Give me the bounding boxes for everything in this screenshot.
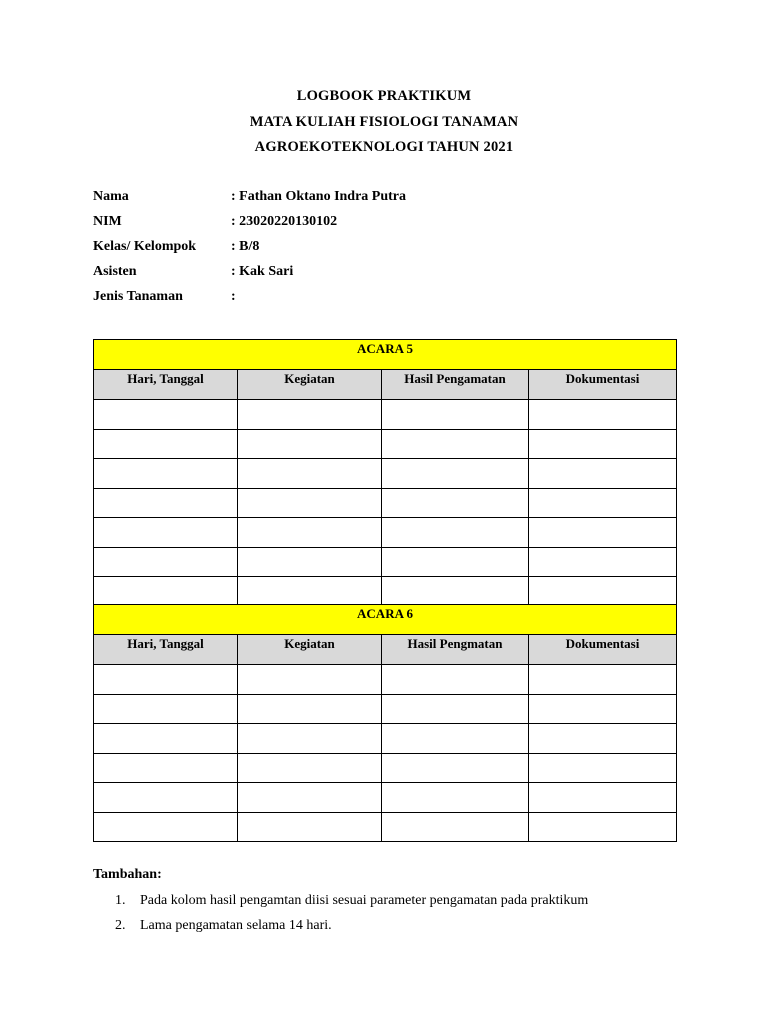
document-header <box>0 86 768 163</box>
table-cell <box>382 724 529 754</box>
list-number: 1. <box>115 893 126 908</box>
table-body <box>94 400 677 607</box>
info-row-jenis-tanaman <box>93 287 406 312</box>
table-cell <box>529 665 677 695</box>
table-row <box>94 488 677 518</box>
acara-5-table <box>93 339 677 607</box>
table-cell <box>382 665 529 695</box>
table-cell <box>238 812 382 842</box>
table-cell <box>382 753 529 783</box>
column-header: Hari, Tanggal <box>94 370 238 400</box>
list-number: 2. <box>115 918 126 933</box>
table-cell <box>94 400 238 430</box>
info-row-asisten <box>93 262 406 287</box>
table-cell <box>382 518 529 548</box>
info-value: : B/8 <box>231 239 260 254</box>
table-row <box>94 459 677 489</box>
table-cell <box>529 724 677 754</box>
table-cell <box>238 459 382 489</box>
table-cell <box>529 753 677 783</box>
table-cell <box>94 459 238 489</box>
acara-6-table <box>93 604 677 842</box>
table-row <box>94 518 677 548</box>
table-cell <box>529 429 677 459</box>
notes-section <box>93 866 588 940</box>
table-cell <box>382 783 529 813</box>
title-line-3: AGROEKOTEKNOLOGI TAHUN 2021 <box>254 139 514 155</box>
table-cell <box>529 577 677 607</box>
acara-title: ACARA 5 <box>94 340 677 370</box>
table-row <box>94 694 677 724</box>
table-cell <box>529 459 677 489</box>
column-header: Dokumentasi <box>529 370 677 400</box>
info-value: : Kak Sari <box>231 264 294 279</box>
table-cell <box>238 694 382 724</box>
table-row <box>94 783 677 813</box>
list-item <box>93 890 588 915</box>
table-title-row <box>94 605 677 635</box>
table-row <box>94 724 677 754</box>
list-text: Pada kolom hasil pengamtan diisi sesuai parameter pengamatan pada praktikum <box>140 893 589 908</box>
table-cell <box>94 694 238 724</box>
acara-title: ACARA 6 <box>94 605 677 635</box>
table-row <box>94 753 677 783</box>
table-cell <box>529 812 677 842</box>
table-cell <box>382 694 529 724</box>
table-row <box>94 429 677 459</box>
table-cell <box>238 518 382 548</box>
info-label: NIM <box>93 214 122 229</box>
table-cell <box>238 400 382 430</box>
table-cell <box>94 753 238 783</box>
column-header: Dokumentasi <box>529 635 677 665</box>
info-label: Kelas/ Kelompok <box>93 239 197 254</box>
table-cell <box>382 429 529 459</box>
table-cell <box>238 665 382 695</box>
table-row <box>94 665 677 695</box>
table-cell <box>382 547 529 577</box>
table-cell <box>94 488 238 518</box>
title-line-1: LOGBOOK PRAKTIKUM <box>296 88 472 104</box>
table-row <box>94 577 677 607</box>
table-cell <box>382 577 529 607</box>
table-cell <box>238 753 382 783</box>
table-cell <box>238 577 382 607</box>
table-cell <box>529 488 677 518</box>
table-cell <box>529 783 677 813</box>
info-row-nim <box>93 212 406 237</box>
table-cell <box>238 547 382 577</box>
table-cell <box>529 547 677 577</box>
notes-title: Tambahan: <box>93 867 162 882</box>
table-cell <box>94 518 238 548</box>
table-cell <box>94 812 238 842</box>
table-body <box>94 665 677 842</box>
student-info <box>93 187 406 312</box>
table-cell <box>238 724 382 754</box>
column-header: Hasil Pengmatan <box>382 635 529 665</box>
info-value: : <box>231 289 236 304</box>
info-value: : Fathan Oktano Indra Putra <box>231 189 407 204</box>
column-header: Hasil Pengamatan <box>382 370 529 400</box>
table-cell <box>238 488 382 518</box>
table-cell <box>382 812 529 842</box>
table-cell <box>94 665 238 695</box>
table-cell <box>382 488 529 518</box>
table-cell <box>382 459 529 489</box>
table-cell <box>529 694 677 724</box>
table-cell <box>238 783 382 813</box>
table-cell <box>94 577 238 607</box>
info-value: : 23020220130102 <box>231 214 338 229</box>
table-cell <box>94 429 238 459</box>
table-cell <box>529 400 677 430</box>
list-item <box>93 915 588 940</box>
table-header-row <box>94 635 677 665</box>
column-header: Kegiatan <box>238 370 382 400</box>
table-cell <box>94 547 238 577</box>
table-header-row <box>94 370 677 400</box>
table-cell <box>382 400 529 430</box>
info-label: Asisten <box>93 264 137 279</box>
table-row <box>94 547 677 577</box>
info-label: Nama <box>93 189 129 204</box>
table-cell <box>238 429 382 459</box>
table-row <box>94 400 677 430</box>
info-row-nama <box>93 187 406 212</box>
info-label: Jenis Tanaman <box>93 289 183 304</box>
column-header: Hari, Tanggal <box>94 635 238 665</box>
table-title-row <box>94 340 677 370</box>
table-cell <box>94 783 238 813</box>
info-row-kelas <box>93 237 406 262</box>
list-text: Lama pengamatan selama 14 hari. <box>140 918 332 933</box>
title-line-2: MATA KULIAH FISIOLOGI TANAMAN <box>249 113 519 130</box>
table-cell <box>529 518 677 548</box>
column-header: Kegiatan <box>238 635 382 665</box>
table-row <box>94 812 677 842</box>
table-cell <box>94 724 238 754</box>
